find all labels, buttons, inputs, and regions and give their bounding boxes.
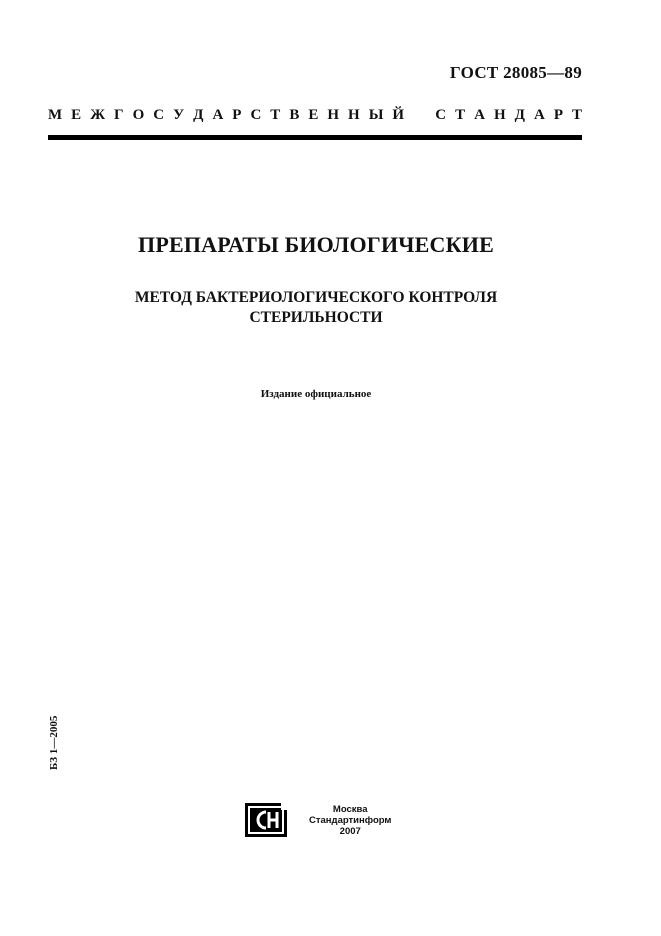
heading-letter: Н — [348, 107, 360, 123]
standard-type-heading — [48, 107, 582, 124]
publisher-block — [245, 803, 391, 837]
subtitle-line-1: МЕТОД БАКТЕРИОЛОГИЧЕСКОГО КОНТРОЛЯ — [134, 289, 498, 306]
heading-letter: Т — [455, 107, 466, 123]
heading-letter: Т — [571, 107, 582, 123]
page-subtitle — [0, 288, 632, 328]
publisher-name: Стандартинформ — [309, 814, 392, 826]
heading-letter: А — [212, 107, 224, 123]
publisher-text — [309, 804, 391, 837]
page-title: ПРЕПАРАТЫ БИОЛОГИЧЕСКИЕ — [138, 232, 494, 257]
heading-letter: А — [474, 107, 485, 123]
heading-letter: С — [250, 107, 262, 123]
heading-letter: Н — [493, 107, 506, 123]
heading-letter: Д — [514, 107, 525, 123]
edition-note: Издание официальное — [260, 388, 372, 400]
heading-letter: М — [48, 107, 63, 123]
heading-letter: Е — [71, 107, 82, 123]
heading-letter: Ы — [368, 107, 384, 123]
heading-letter: А — [533, 107, 545, 123]
heading-letter: У — [173, 107, 185, 123]
heading-letter: О — [132, 107, 145, 123]
heading-letter: Д — [193, 107, 204, 123]
heading-letter: Р — [553, 107, 563, 123]
heading-letter: Ж — [90, 107, 106, 123]
subtitle-line-2: СТЕРИЛЬНОСТИ — [249, 309, 383, 326]
heading-letter: В — [289, 107, 300, 123]
heading-letter: Й — [392, 107, 405, 123]
side-catalog-code: БЗ 1—2005 — [48, 715, 60, 770]
document-number: ГОСТ 28085—89 — [449, 63, 582, 82]
heading-letter: Г — [114, 107, 124, 123]
heading-letter: Т — [270, 107, 281, 123]
heading-letter: Р — [232, 107, 242, 123]
heading-letter: С — [435, 107, 447, 123]
standard-type-word-1 — [48, 107, 404, 124]
publisher-year: 2007 — [339, 825, 361, 837]
heading-letter: Н — [327, 107, 340, 123]
heading-letter: Е — [308, 107, 319, 123]
standartinform-logo-icon — [245, 803, 287, 837]
heading-letter: С — [153, 107, 165, 123]
publisher-city: Москва — [332, 803, 368, 815]
header-rule — [48, 135, 582, 140]
standard-type-word-2 — [435, 107, 582, 124]
